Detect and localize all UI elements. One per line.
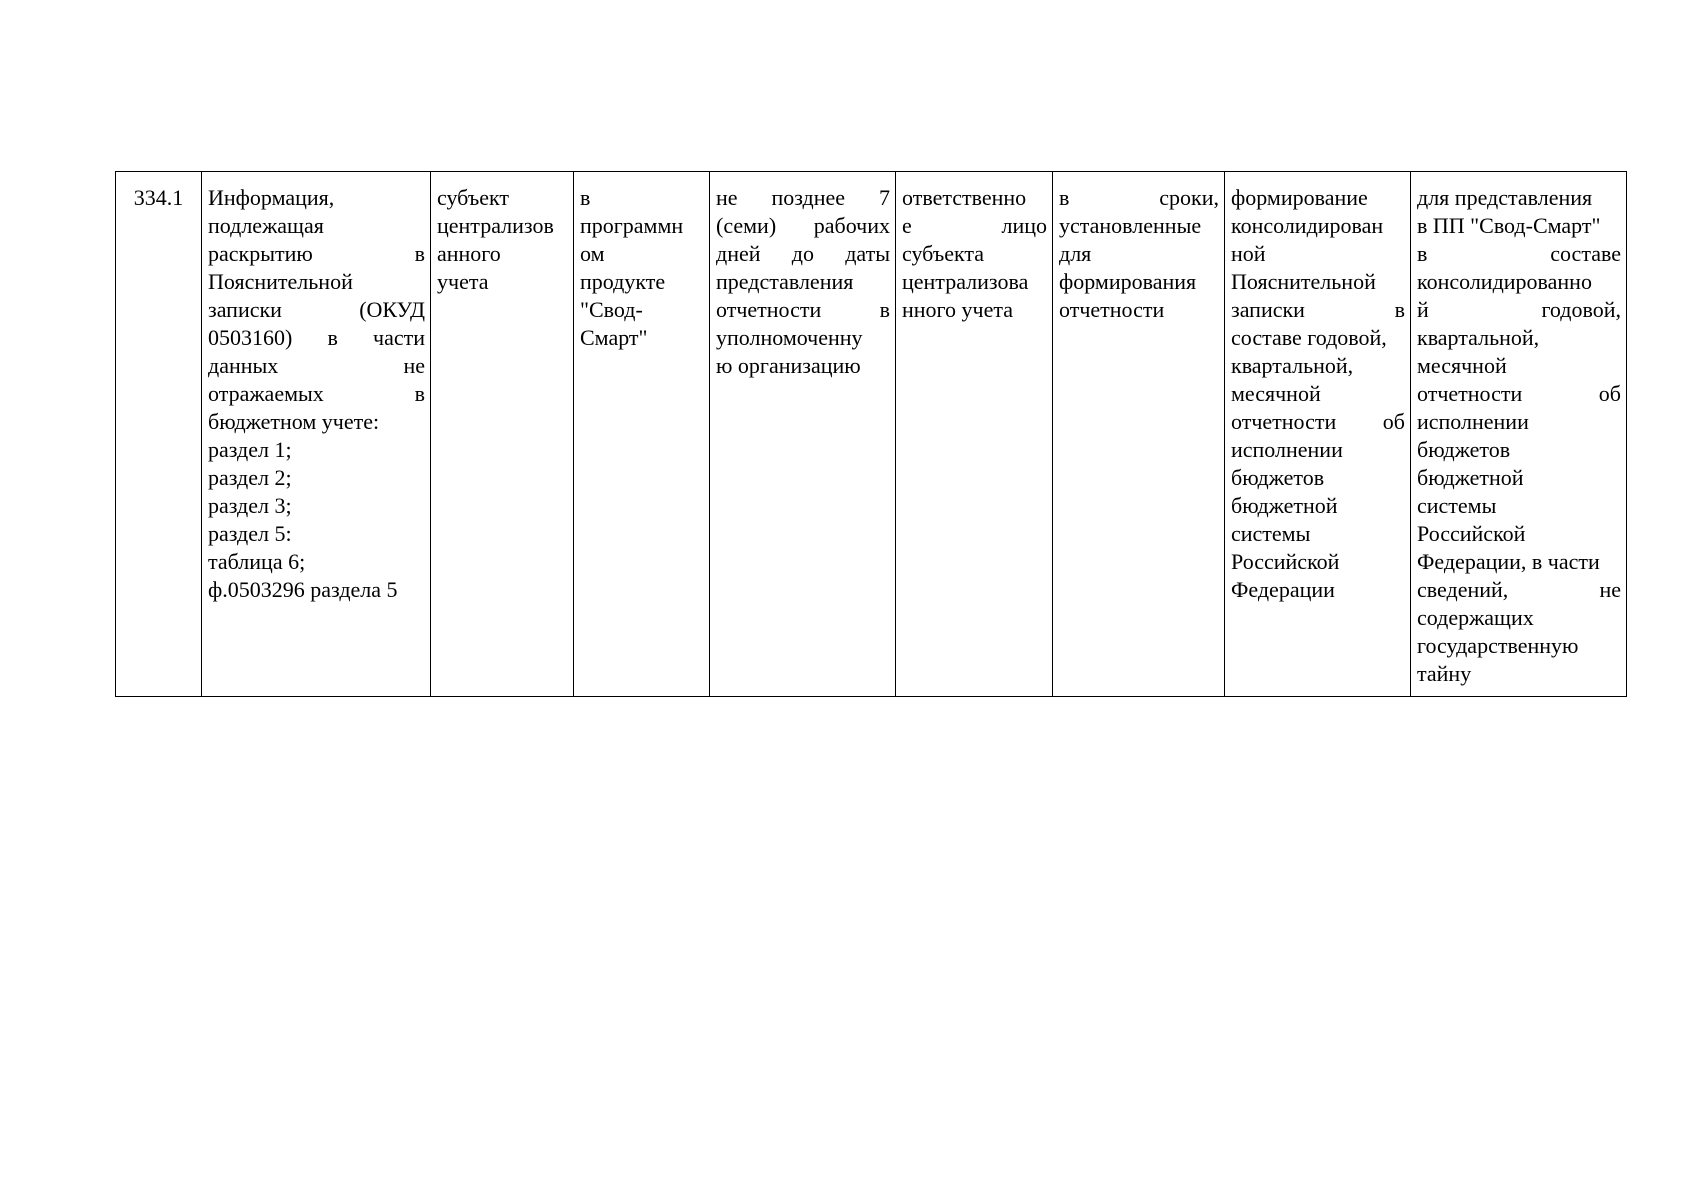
program-cell (574, 172, 710, 697)
purpose-line: отчетности об (1417, 381, 1621, 406)
purpose-line: системы (1417, 493, 1497, 518)
purpose-line: бюджетной (1417, 465, 1524, 490)
purpose-line: государственную (1417, 633, 1579, 658)
responsible-line: нного учета (902, 297, 1013, 322)
purpose-line: квартальной, (1417, 325, 1540, 350)
deadline-cell (710, 172, 896, 697)
row-number-cell (116, 172, 202, 697)
formation-line: исполнении (1231, 437, 1343, 462)
subject-line: анного (437, 241, 501, 266)
formation-cell (1225, 172, 1411, 697)
formation-line: записки в (1231, 297, 1405, 322)
deadline-line: отчетности в (716, 297, 890, 322)
formation-line: бюджетов (1231, 465, 1325, 490)
deadline-line: представления (716, 269, 854, 294)
subject-line: субъект (437, 185, 509, 210)
formation-line: квартальной, (1231, 353, 1354, 378)
info-line: данных не (208, 353, 425, 378)
purpose-line: й годовой, (1417, 297, 1621, 322)
purpose-line: Федерации, в части (1417, 549, 1600, 574)
info-line: подлежащая (208, 213, 324, 238)
formation-line: Пояснительной (1231, 269, 1376, 294)
program-line: Смарт" (580, 325, 648, 350)
responsible-line: субъекта (902, 241, 985, 266)
info-line: записки (ОКУД (208, 297, 425, 322)
terms-line: отчетности (1059, 297, 1165, 322)
info-line: Информация, (208, 185, 335, 210)
purpose-line: для представления (1417, 185, 1593, 210)
table-row (116, 172, 1627, 697)
document-table (115, 171, 1627, 697)
purpose-line: в ПП "Свод-Смарт" (1417, 213, 1601, 238)
info-line: Пояснительной (208, 269, 353, 294)
program-line: продукте (580, 269, 666, 294)
formation-line: отчетности об (1231, 409, 1405, 434)
purpose-line: в составе (1417, 241, 1621, 266)
formation-line: системы (1231, 521, 1311, 546)
responsible-cell (896, 172, 1053, 697)
formation-line: месячной (1231, 381, 1321, 406)
terms-line: формирования (1059, 269, 1197, 294)
purpose-line: бюджетов (1417, 437, 1511, 462)
purpose-line: сведений, не (1417, 577, 1621, 602)
program-line: в (580, 185, 591, 210)
deadline-line: дней до даты (716, 241, 890, 266)
responsible-line: е лицо (902, 213, 1047, 238)
responsible-line: ответственно (902, 185, 1027, 210)
formation-line: Федерации (1231, 577, 1335, 602)
info-line: таблица 6; (208, 549, 306, 574)
deadline-line: уполномоченну (716, 325, 863, 350)
purpose-line: содержащих (1417, 605, 1534, 630)
deadline-line: ю организацию (716, 353, 861, 378)
info-line: раздел 1; (208, 437, 292, 462)
formation-line: бюджетной (1231, 493, 1338, 518)
deadline-line: не позднее 7 (716, 185, 890, 210)
terms-line: в сроки, (1059, 185, 1219, 210)
formation-line: составе годовой, (1231, 325, 1387, 350)
subject-cell (431, 172, 574, 697)
purpose-cell (1411, 172, 1627, 697)
info-line: раскрытию в (208, 241, 425, 266)
purpose-line: консолидированно (1417, 269, 1592, 294)
purpose-line: Российской (1417, 521, 1526, 546)
subject-line: централизов (437, 213, 554, 238)
responsible-line: централизова (902, 269, 1029, 294)
info-line: раздел 3; (208, 493, 292, 518)
formation-line: формирование (1231, 185, 1368, 210)
info-line: раздел 2; (208, 465, 292, 490)
formation-line: ной (1231, 241, 1266, 266)
purpose-line: месячной (1417, 353, 1507, 378)
formation-line: Российской (1231, 549, 1340, 574)
info-cell (202, 172, 431, 697)
info-line: отражаемых в (208, 381, 425, 406)
info-line: раздел 5: (208, 521, 292, 546)
deadline-line: (семи) рабочих (716, 213, 890, 238)
terms-line: установленные (1059, 213, 1202, 238)
terms-line: для (1059, 241, 1092, 266)
purpose-line: тайну (1417, 661, 1472, 686)
info-line: бюджетном учете: (208, 409, 380, 434)
program-line: "Свод- (580, 297, 643, 322)
subject-line: учета (437, 269, 489, 294)
info-line: 0503160) в части (208, 325, 425, 350)
info-line: ф.0503296 раздела 5 (208, 577, 398, 602)
purpose-line: исполнении (1417, 409, 1529, 434)
program-line: программн (580, 213, 684, 238)
row-number: 334.1 (133, 185, 184, 210)
program-line: ом (580, 241, 605, 266)
terms-cell (1053, 172, 1225, 697)
formation-line: консолидирован (1231, 213, 1384, 238)
